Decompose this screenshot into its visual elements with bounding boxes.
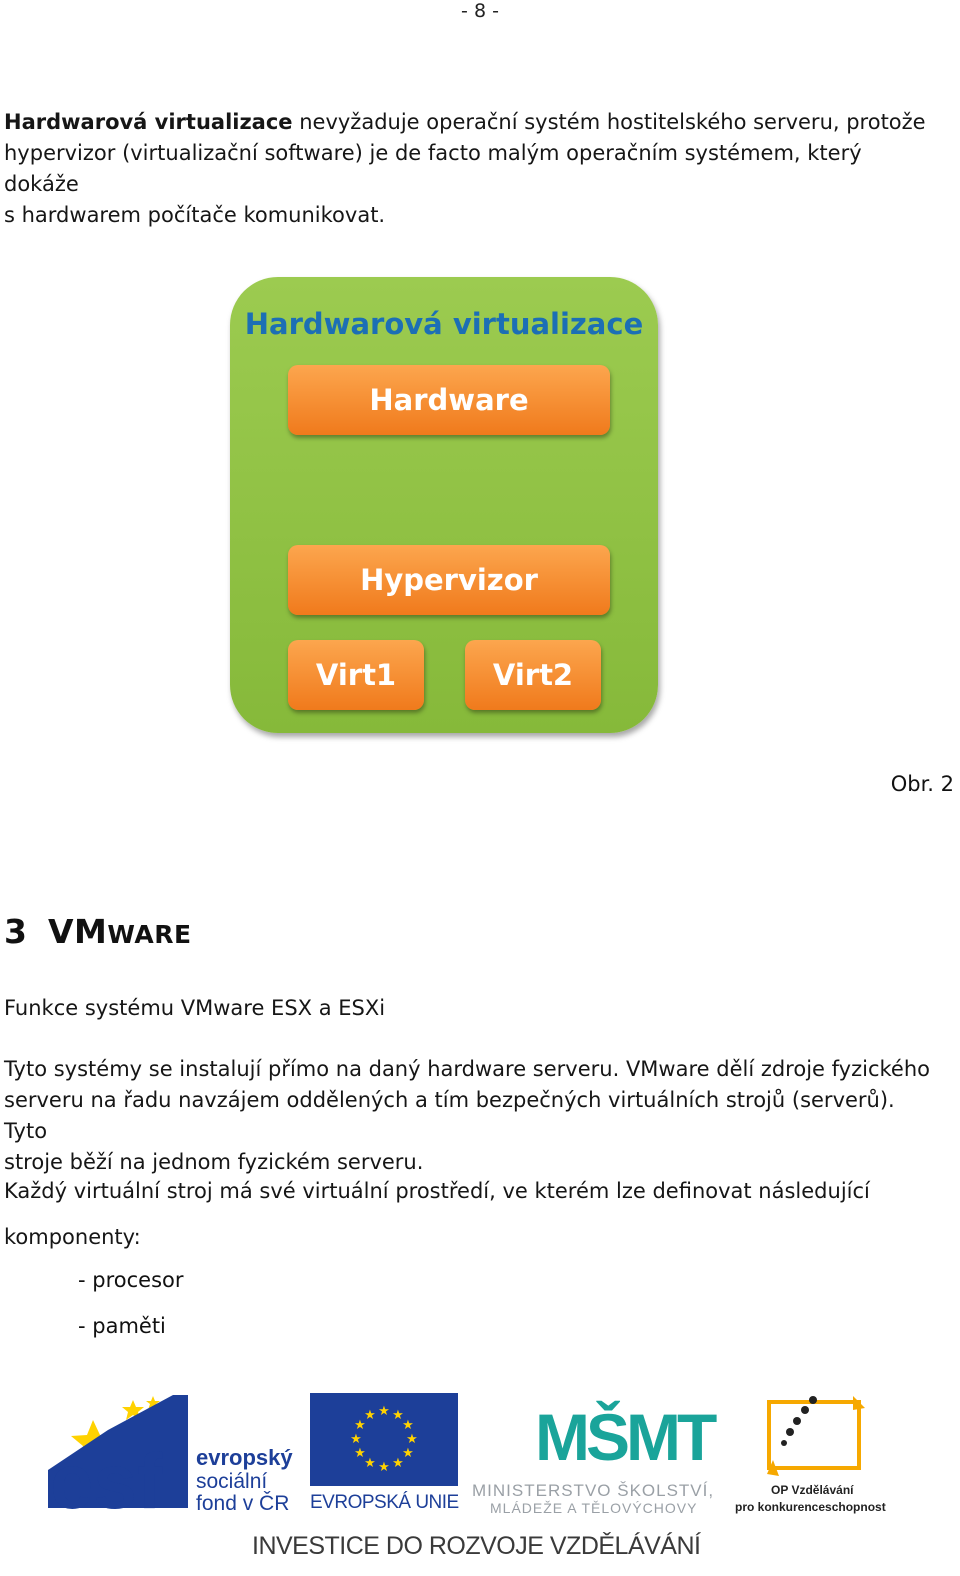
intro-paragraph (4, 107, 934, 231)
heading-big: VM (48, 912, 108, 951)
virt2-box: Virt2 (465, 640, 601, 710)
eu-logo (310, 1393, 460, 1518)
section-number: 3 (4, 912, 27, 951)
op-line2: pro konkurenceschopnost (735, 1500, 886, 1514)
diagram-title: Hardwarová virtualizace (244, 307, 644, 341)
hardware-box: Hardware (288, 365, 610, 435)
page-number: - 8 - (461, 0, 499, 22)
investice-slogan: INVESTICE DO ROZVOJE VZDĚLÁVÁNÍ (252, 1532, 701, 1560)
svg-text:★: ★ (378, 1404, 390, 1419)
svg-text:★: ★ (350, 1432, 362, 1447)
op-logo (733, 1388, 903, 1518)
virt1-box: Virt1 (288, 640, 424, 710)
intro-bold-term: Hardwarová virtualizace (4, 110, 293, 134)
list-item-procesor: - procesor (78, 1268, 184, 1292)
svg-text:★: ★ (354, 1418, 366, 1433)
svg-text:★: ★ (392, 1408, 404, 1423)
msmt-logo (470, 1390, 730, 1520)
figure-caption: Obr. 2 (890, 772, 954, 796)
esf-line1: evropský (196, 1445, 293, 1470)
intro-line3: s hardwarem počítače komunikovat. (4, 203, 386, 227)
svg-text:★: ★ (392, 1456, 404, 1471)
svg-text:★: ★ (364, 1456, 376, 1471)
msmt-mark: MŠMT (535, 1400, 714, 1474)
intro-line2: hypervizor (virtualizační software) je de facto malým operačním systémem, který dokáže (4, 141, 862, 196)
svg-text:★: ★ (402, 1446, 414, 1461)
body2-line1: Každý virtuální stroj má své virtuální prostředí, ve kterém lze definovat následující (4, 1179, 870, 1203)
svg-text:★: ★ (378, 1460, 390, 1475)
intro-line1: nevyžaduje operační systém hostitelského serveru, protože (292, 110, 926, 134)
body2-line2: komponenty: (4, 1225, 141, 1249)
esf-line3: fond v ČR (196, 1492, 290, 1515)
body1-line3: stroje běží na jednom fyzickém serveru. (4, 1150, 424, 1174)
svg-text:★: ★ (402, 1418, 414, 1433)
body1-line1: Tyto systémy se instalují přímo na daný hardware serveru. VMware dělí zdroje fyzického (4, 1057, 930, 1081)
eu-flag-icon (310, 1393, 458, 1486)
esf-logo (48, 1390, 298, 1520)
svg-text:★: ★ (364, 1408, 376, 1423)
esf-line2: sociální (196, 1470, 268, 1493)
msmt-line2: MLÁDEŽE A TĚLOVÝCHOVY (490, 1500, 698, 1516)
svg-text:★: ★ (354, 1446, 366, 1461)
msmt-line1: MINISTERSTVO ŠKOLSTVÍ, (472, 1481, 715, 1500)
esf-mark: esf (50, 1437, 163, 1520)
svg-text:★: ★ (406, 1432, 418, 1447)
body1-line2: serveru na řadu navzájem oddělených a tím bezpečných virtuálních strojů (serverů). Tyto (4, 1088, 895, 1143)
subtitle: Funkce systému VMware ESX a ESXi (4, 996, 386, 1020)
heading-small-caps: WARE (107, 920, 192, 949)
eu-label: EVROPSKÁ UNIE (310, 1492, 459, 1513)
body-paragraph-1 (4, 1054, 934, 1178)
hypervisor-box: Hypervizor (288, 545, 610, 615)
list-item-pameti: - paměti (78, 1314, 166, 1338)
section-heading (48, 912, 192, 951)
op-line1: OP Vzdělávání (771, 1483, 854, 1497)
virtualization-diagram (230, 277, 658, 733)
